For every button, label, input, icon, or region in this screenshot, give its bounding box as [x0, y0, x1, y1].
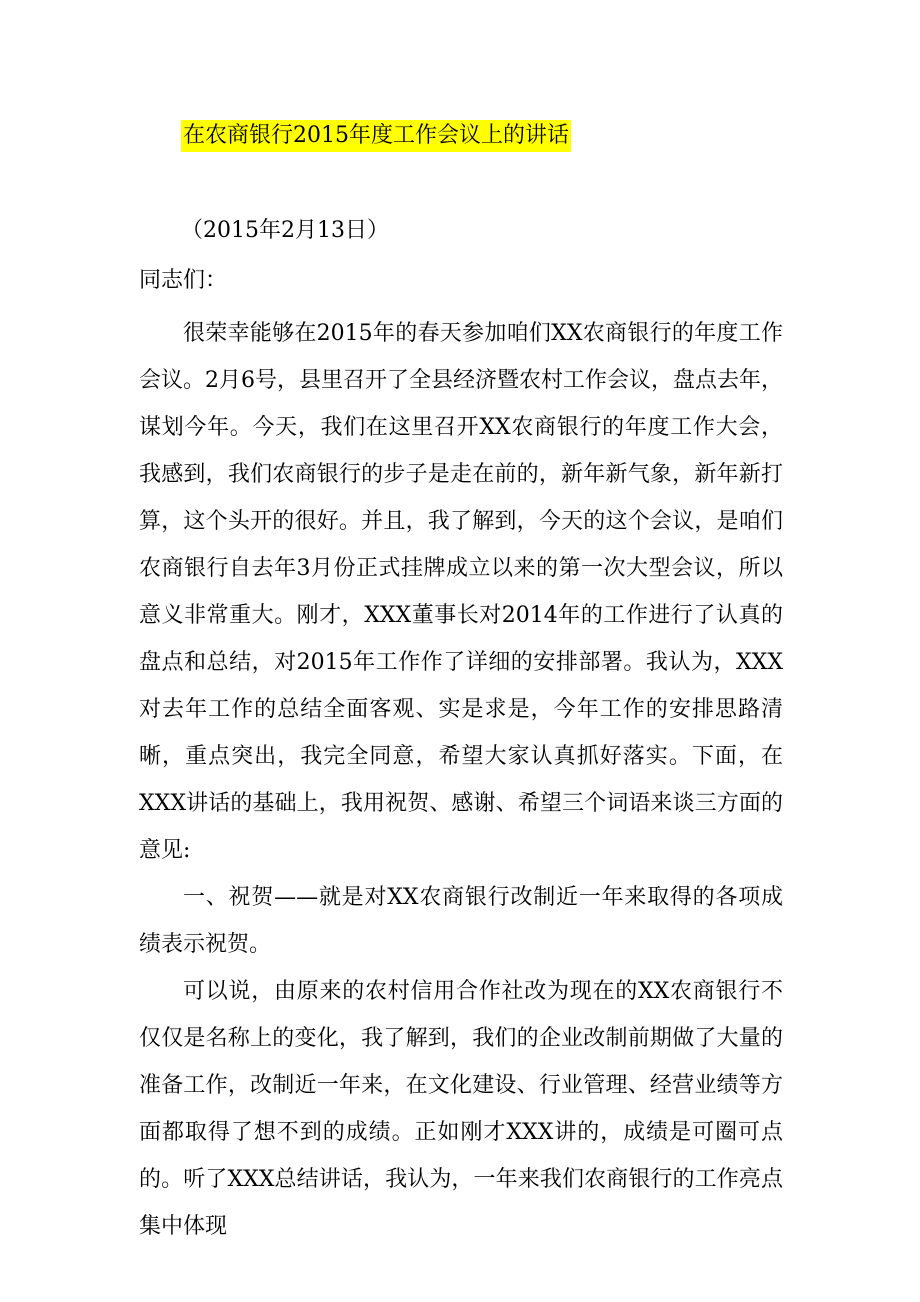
salutation: 同志们： [139, 268, 228, 293]
paragraph-section-one-heading: 一、祝贺——就是对XX农商银行改制近一年来取得的各项成绩表示祝贺。 [139, 885, 783, 957]
speech-date: （2015年2月13日） [181, 218, 389, 243]
paragraph-section-one-body: 可以说，由原来的农村信用合作社改为现在的XX农商银行不仅仅是名称上的变化，我了解到，我们的企业改制前期做了大量的准备工作，改制近一年来，在文化建设、行业管理、经营业绩等方面都取得了想不到的成绩。正如刚才XXX讲的，成绩是可圈可点的。听了XXX总结讲话，我认为，一年来我们农商银行的工作亮点集中体现 [139, 979, 783, 1239]
speech-body [139, 310, 783, 1250]
paragraph-opening: 很荣幸能够在2015年的春天参加咱们XX农商银行的年度工作会议。2月6号，县里召开了全县经济暨农村工作会议，盘点去年，谋划今年。今天，我们在这里召开XX农商银行的年度工作大会，我感到，我们农商银行的步子是走在前的，新年新气象，新年新打算，这个头开的很好。并且，我了解到，今天的这个会议，是咱们农商银行自去年3月份正式挂牌成立以来的第一次大型会议，所以意义非常重大。刚才，XXX董事长对2014年的工作进行了认真的盘点和总结，对2015年工作作了详细的安排部署。我认为，XXX对去年工作的总结全面客观、实是求是，今年工作的安排思路清晰，重点突出，我完全同意，希望大家认真抓好落实。下面，在XXX讲话的基础上，我用祝贺、感谢、希望三个词语来谈三方面的意见: [139, 321, 783, 863]
document-title: 在农商银行2015年度工作会议上的讲话 [181, 120, 571, 152]
